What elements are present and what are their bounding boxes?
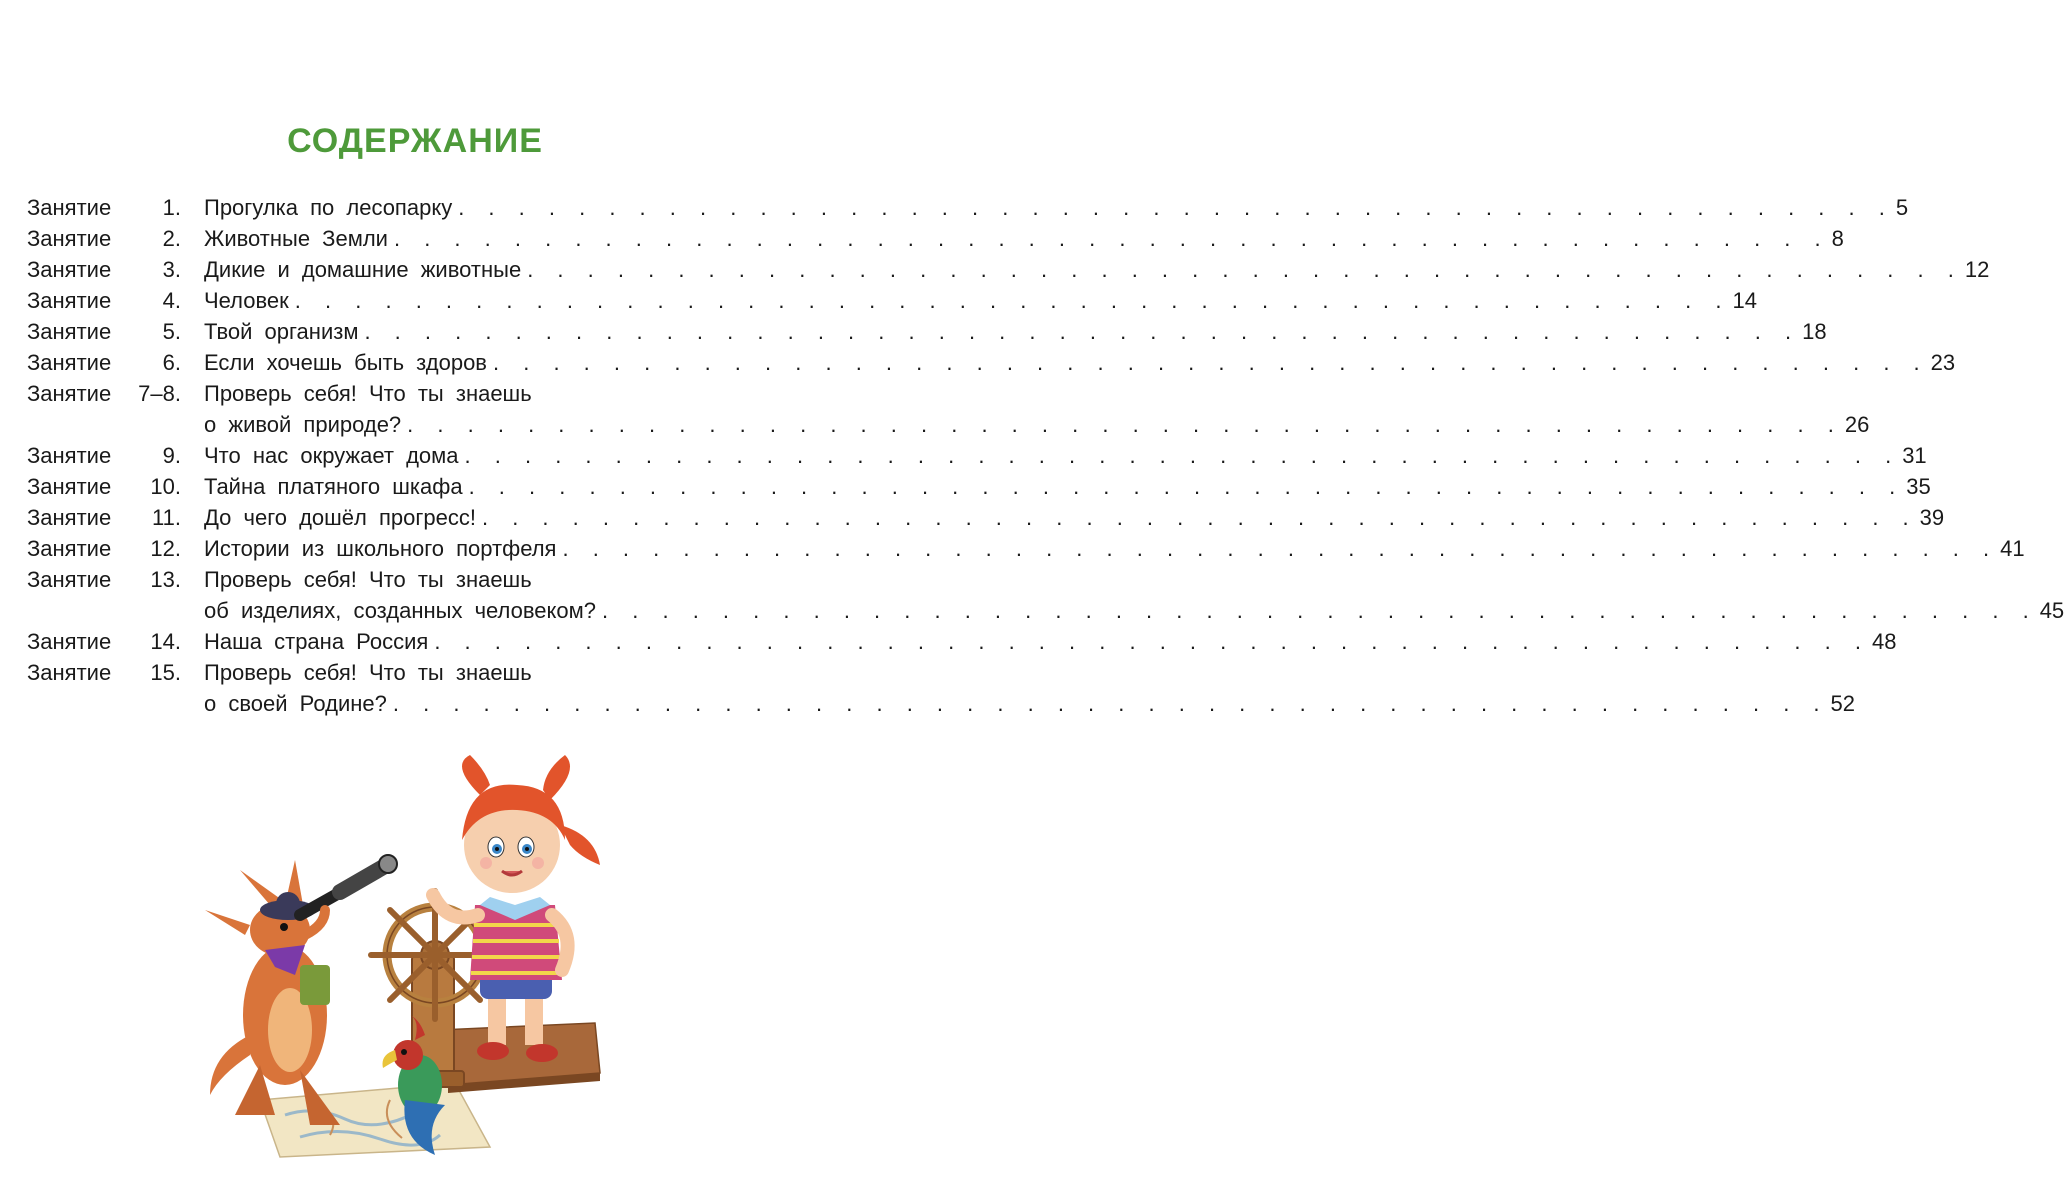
- lesson-label: Занятие: [27, 629, 112, 654]
- page-title: СОДЕРЖАНИЕ: [287, 122, 543, 160]
- toc-entry-line: [204, 657, 803, 688]
- lesson-title: Тайна платяного шкафа: [204, 474, 463, 499]
- toc-row: [27, 378, 803, 409]
- toc-row: [27, 223, 1844, 254]
- toc-entry-line: [204, 223, 1844, 254]
- dot-leader: . . . . . . . . . . . . . . . . . . . . . . . . . . . . . . . . . . . . . . . . . . . . . . . .: [468, 474, 1905, 499]
- toc-entry-line: [204, 533, 2025, 564]
- toc-entry-line: [204, 378, 803, 409]
- lesson-label: Занятие: [27, 195, 112, 220]
- lesson-label: Занятие: [27, 350, 112, 375]
- lesson-title: Проверь себя! Что ты знаешь: [204, 381, 532, 406]
- lesson-title: Что нас окружает дома: [204, 443, 459, 468]
- map-image: [260, 1083, 490, 1157]
- page-number: 14: [1732, 288, 1757, 313]
- lesson-title: о живой природе?: [204, 412, 402, 437]
- dot-leader: . . . . . . . . . . . . . . . . . . . . . . . . . . . . . . . . . . . . . . . . . . . . . . . .: [493, 350, 1929, 375]
- lesson-number: 2.: [162, 226, 181, 251]
- lesson-number: 7–8.: [138, 381, 181, 406]
- dot-leader: . . . . . . . . . . . . . . . . . . . . . . . . . . . . . . . . . . . . . . . . . . . . . . . .: [458, 195, 1894, 220]
- dot-leader: . . . . . . . . . . . . . . . . . . . . . . . . . . . . . . . . . . . . . . . . . . . . . . . .: [392, 691, 1829, 716]
- lesson-number: 13.: [150, 567, 181, 592]
- toc-row: [27, 657, 803, 688]
- lesson-label: Занятие: [27, 288, 112, 313]
- toc-entry-line: [204, 502, 1945, 533]
- toc-row-continuation: [27, 409, 1870, 440]
- toc-row: [27, 316, 1827, 347]
- toc-row: [27, 626, 1897, 657]
- toc-entry-line: [204, 316, 1827, 347]
- dot-leader: . . . . . . . . . . . . . . . . . . . . . . . . . . . . . . . . . . . . . . . . . . . . . . . .: [407, 412, 1843, 437]
- lesson-label: Занятие: [27, 226, 112, 251]
- lesson-number: 5.: [162, 319, 181, 344]
- table-of-contents: [27, 192, 2064, 719]
- lesson-number: 14.: [150, 629, 181, 654]
- toc-entry-line: [204, 409, 1870, 440]
- toc-entry-line: [204, 595, 2064, 626]
- dot-leader: . . . . . . . . . . . . . . . . . . . . . . . . . . . . . . . . . . . . . . . . . . . . . . . .: [602, 598, 2038, 623]
- lesson-label: Занятие: [27, 257, 112, 282]
- lesson-title: Если хочешь быть здоров: [204, 350, 487, 375]
- lesson-title: Дикие и домашние животные: [204, 257, 522, 282]
- lesson-number: 3.: [162, 257, 181, 282]
- page-number: 41: [2000, 536, 2025, 561]
- page-number: 18: [1802, 319, 1827, 344]
- toc-entry-line: [204, 285, 1757, 316]
- toc-entry-line: [204, 564, 803, 595]
- page-number: 12: [1964, 257, 1990, 282]
- toc-entry-line: [204, 347, 1956, 378]
- lesson-title: Человек: [204, 288, 289, 313]
- page-number: 48: [1871, 629, 1897, 654]
- dot-leader: . . . . . . . . . . . . . . . . . . . . . . . . . . . . . . . . . . . . . . . . . . . . . . . .: [527, 257, 1963, 282]
- toc-row: [27, 533, 2025, 564]
- toc-entry-line: [204, 254, 1990, 285]
- lesson-label: Занятие: [27, 319, 112, 344]
- toc-row: [27, 285, 1757, 316]
- dot-leader: . . . . . . . . . . . . . . . . . . . . . . . . . . . . . . . . . . . . . . . . . . . . . . . .: [562, 536, 1999, 561]
- lesson-number: 11.: [152, 505, 181, 530]
- lesson-title: Истории из школьного портфеля: [204, 536, 557, 561]
- lesson-title: об изделиях, созданных человеком?: [204, 598, 597, 623]
- page-number: 23: [1930, 350, 1956, 375]
- lesson-label: Занятие: [27, 443, 112, 468]
- lesson-title: До чего дошёл прогресс!: [204, 505, 476, 530]
- toc-entry-line: [204, 440, 1927, 471]
- lesson-title: Проверь себя! Что ты знаешь: [204, 660, 532, 685]
- lesson-title: о своей Родине?: [204, 691, 387, 716]
- lesson-label: Занятие: [27, 505, 112, 530]
- toc-row: [27, 192, 1909, 223]
- dot-leader: . . . . . . . . . . . . . . . . . . . . . . . . . . . . . . . . . . . . . . . . . . . . . . . .: [364, 319, 1801, 344]
- page-number: 26: [1844, 412, 1870, 437]
- dot-leader: . . . . . . . . . . . . . . . . . . . . . . . . . . . . . . . . . . . . . . . . . . . . . . . .: [434, 629, 1870, 654]
- lesson-title: Твой организм: [204, 319, 359, 344]
- lesson-title: Проверь себя! Что ты знаешь: [204, 567, 532, 592]
- toc-entry-line: [204, 688, 1856, 719]
- toc-row-continuation: [27, 595, 2064, 626]
- lesson-number: 6.: [162, 350, 181, 375]
- lesson-number: 12.: [150, 536, 181, 561]
- lesson-number: 15.: [150, 660, 181, 685]
- toc-row: [27, 471, 1931, 502]
- lesson-number: 1.: [162, 195, 181, 220]
- toc-row: [27, 502, 1945, 533]
- lesson-label: Занятие: [27, 567, 112, 592]
- lesson-number: 10.: [150, 474, 181, 499]
- illustration: [190, 755, 630, 1165]
- toc-entry-line: [204, 471, 1931, 502]
- lesson-number: 4.: [162, 288, 181, 313]
- lesson-title: Прогулка по лесопарку: [204, 195, 453, 220]
- toc-row: [27, 347, 1956, 378]
- page-number: 45: [2039, 598, 2064, 623]
- spyglass-icon: [300, 855, 397, 915]
- dot-leader: . . . . . . . . . . . . . . . . . . . . . . . . . . . . . . . . . . . . . . . . . . . . . . . .: [481, 505, 1918, 530]
- page-number: 39: [1919, 505, 1945, 530]
- lesson-label: Занятие: [27, 660, 112, 685]
- lesson-label: Занятие: [27, 381, 112, 406]
- lesson-title: Наша страна Россия: [204, 629, 429, 654]
- toc-row: [27, 564, 803, 595]
- lesson-label: Занятие: [27, 474, 112, 499]
- page-number: 31: [1902, 443, 1927, 468]
- dot-leader: . . . . . . . . . . . . . . . . . . . . . . . . . . . . . . . . . . . . . . . . . . . . . . . .: [294, 288, 1731, 313]
- toc-row: [27, 440, 1927, 471]
- lesson-label: Занятие: [27, 536, 112, 561]
- toc-row-continuation: [27, 688, 1856, 719]
- dot-leader: . . . . . . . . . . . . . . . . . . . . . . . . . . . . . . . . . . . . . . . . . . . . . . . .: [393, 226, 1830, 251]
- lesson-title: Животные Земли: [204, 226, 388, 251]
- dot-leader: . . . . . . . . . . . . . . . . . . . . . . . . . . . . . . . . . . . . . . . . . . . . . . . .: [464, 443, 1901, 468]
- toc-entry-line: [204, 626, 1897, 657]
- page-number: 52: [1830, 691, 1856, 716]
- toc-row: [27, 254, 1990, 285]
- lesson-number: 9.: [162, 443, 181, 468]
- toc-entry-line: [204, 192, 1909, 223]
- page-number: 8: [1831, 226, 1844, 251]
- page-number: 35: [1906, 474, 1931, 499]
- kangaroo-figure: [205, 855, 397, 1125]
- page-number: 5: [1895, 195, 1909, 220]
